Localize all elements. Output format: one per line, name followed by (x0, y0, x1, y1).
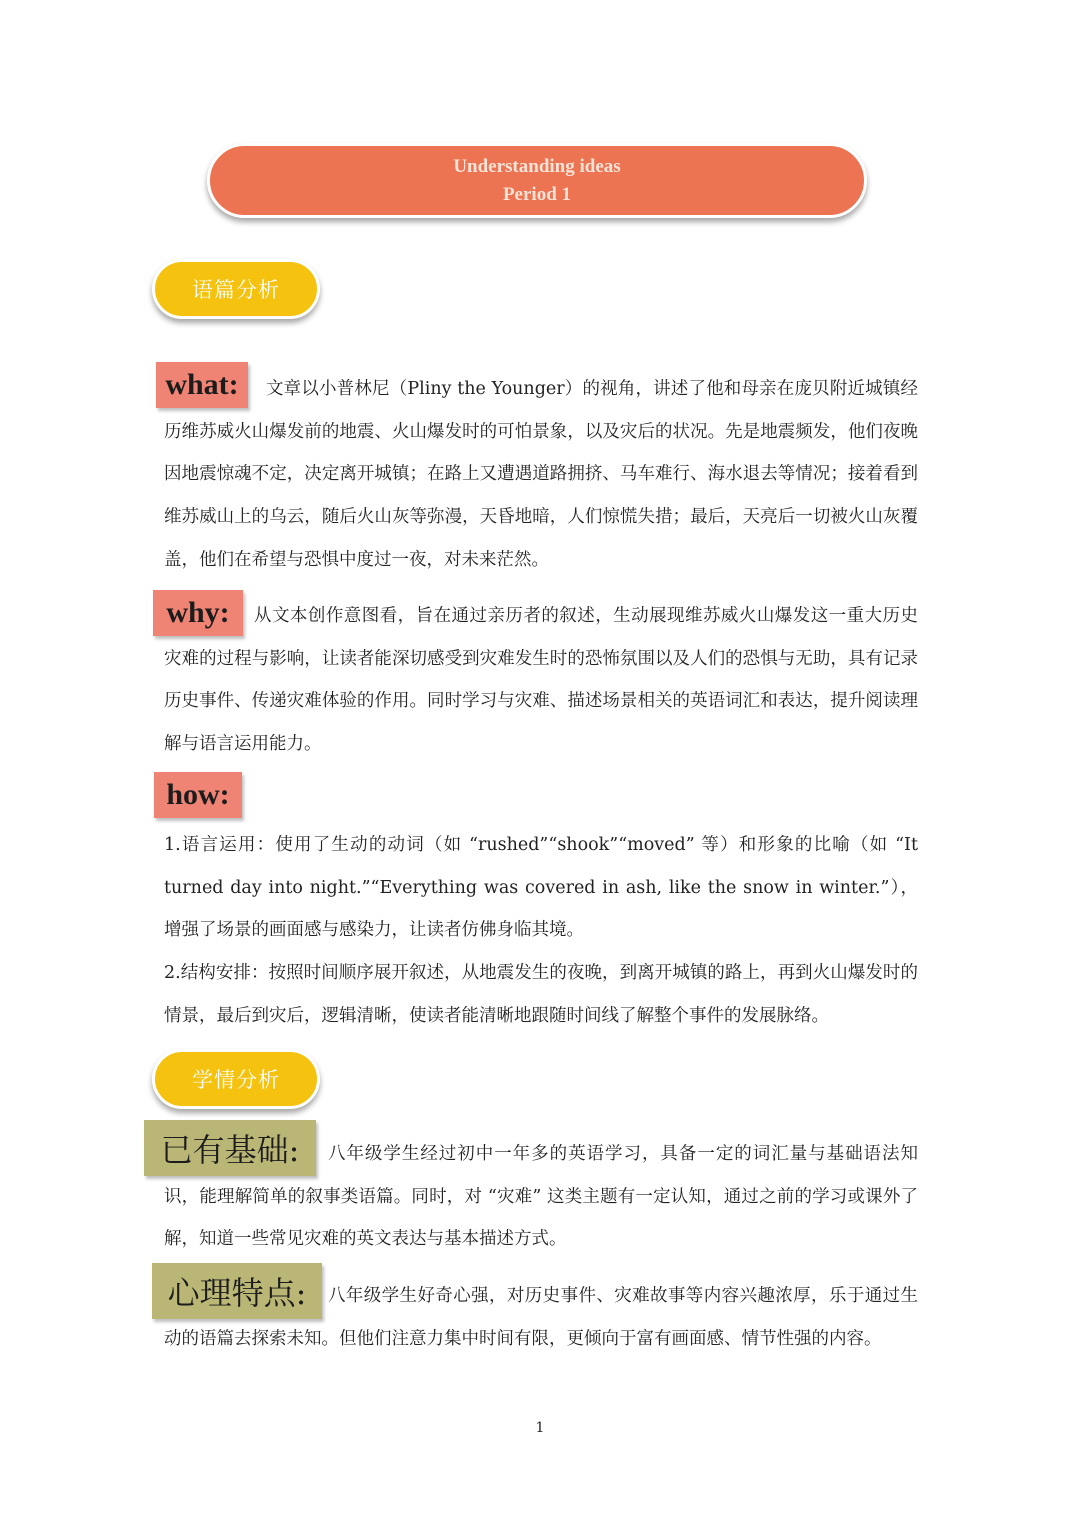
what-label: what: (165, 368, 239, 401)
page-number: 1 (535, 1420, 545, 1436)
how-label: how: (166, 778, 230, 811)
section-title: 学情分析 (192, 1068, 280, 1092)
section-header-text-analysis (152, 259, 320, 319)
basis-paragraph: 八年级学生经过初中一年多的英语学习，具备一定的词汇量与基础语法知识，能理解简单的叙事类语篇。同时，对 “灾难” 这类主题有一定认知，通过之前的学习或课外了解，知道一些常见灾难的英文表达与基本描述方式。 (164, 1144, 918, 1250)
lesson-title-banner (207, 143, 867, 218)
banner-period: Period 1 (502, 183, 572, 205)
section-header-learner-analysis (152, 1049, 320, 1109)
how-tag (154, 772, 242, 818)
what-paragraph: 文章以小普林尼（Pliny the Younger）的视角，讲述了他和母亲在庞贝附近城镇经历维苏威火山爆发前的地震、火山爆发时的可怕景象，以及灾后的状况。先是地震频发，他们夜晚因地震惊魂不定，决定离开城镇；在路上又遭遇道路拥挤、马车难行、海水退去等情况；接着看到维苏威山上的乌云，随后火山灰等弥漫，天昏地暗，人们惊慌失措；最后，天亮后一切被火山灰覆盖，他们在希望与恐惧中度过一夜，对未来茫然。 (164, 379, 918, 570)
section-title: 语篇分析 (192, 278, 280, 302)
psychology-label: 心理特点: (167, 1274, 307, 1312)
basis-label: 已有基础: (160, 1131, 300, 1169)
psychology-paragraph: 八年级学生好奇心强，对历史事件、灾难故事等内容兴趣浓厚，乐于通过生动的语篇去探索未知。但他们注意力集中时间有限，更倾向于富有画面感、情节性强的内容。 (164, 1286, 918, 1349)
banner-title: Understanding ideas (453, 155, 621, 177)
how-point-structure: 2.结构安排：按照时间顺序展开叙述，从地震发生的夜晚，到离开城镇的路上，再到火山爆发时的情景，最后到灾后，逻辑清晰，使读者能清晰地跟随时间线了解整个事件的发展脉络。 (164, 963, 918, 1026)
why-label: why: (166, 596, 230, 629)
how-point-language: 1.语言运用：使用了生动的动词（如 “rushed”“shook”“moved” 等）和形象的比喻（如 “It turned day into night.”“Everything was covered in ash, like the snow in winter.”），增强了场景的画面感与感染力，让读者仿佛身临其境。 (164, 835, 918, 941)
why-paragraph: 从文本创作意图看，旨在通过亲历者的叙述，生动展现维苏威火山爆发这一重大历史灾难的过程与影响，让读者能深切感受到灾难发生时的恐怖氛围以及人们的恐惧与无助，具有记录历史事件、传递灾难体验的作用。同时学习与灾难、描述场景相关的英语词汇和表达，提升阅读理解与语言运用能力。 (164, 606, 918, 755)
